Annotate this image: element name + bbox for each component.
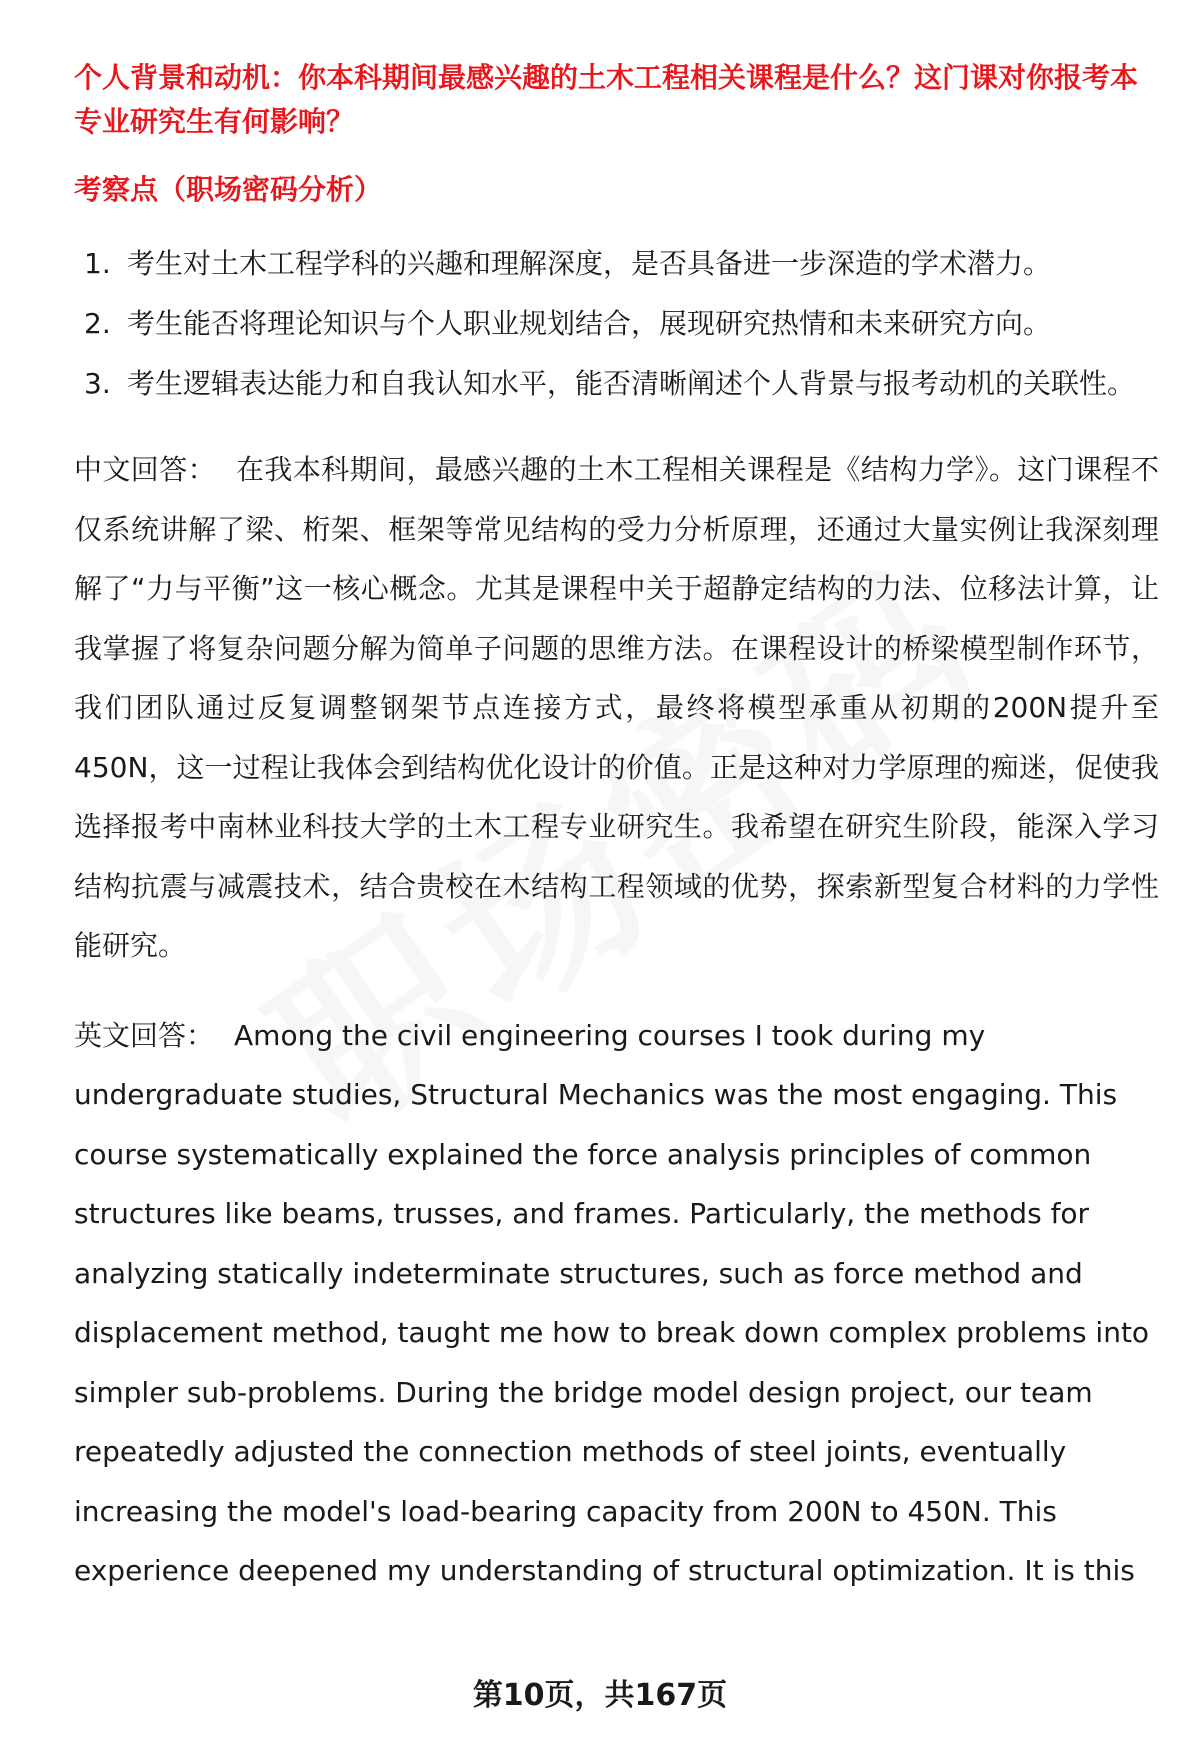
page-number-footer: 第10页，共167页 <box>472 1678 728 1713</box>
point-text: 考生逻辑表达能力和自我认知水平，能否清晰阐述个人背景与报考动机的关联性。 <box>127 367 1136 400</box>
point-text: 考生能否将理论知识与个人职业规划结合，展现研究热情和未来研究方向。 <box>127 307 1052 340</box>
chinese-answer-label: 中文回答： <box>74 453 217 486</box>
point-number: 2. <box>84 307 111 340</box>
page-content <box>74 56 1159 1601</box>
assessment-point <box>74 354 1159 414</box>
english-answer-label: 英文回答： <box>74 1018 215 1052</box>
assessment-points-list <box>74 234 1159 414</box>
point-number: 1. <box>84 247 111 280</box>
english-answer-text: Among the civil engineering courses I took during my undergraduate studies, Structural Mechanics was the most engaging. This course systematically explained the force analysis principles of common structures like beams, trusses, and frames. Particularly, the methods for analyzing statically indeterminate structures, such as force method and displacement method, taught me how to break down complex problems into simpler sub-problems. During the bridge model design project, our team repeatedly adjusted the connection methods of steel joints, eventually increasing the model's load-bearing capacity from 200N to 450N. This experience deepened my understanding of structural optimization. It is this <box>74 1018 1150 1587</box>
chinese-answer-paragraph <box>74 440 1159 976</box>
assessment-point <box>74 294 1159 354</box>
question-heading: 个人背景和动机：你本科期间最感兴趣的土木工程相关课程是什么？这门课对你报考本专业研究生有何影响？ <box>74 61 1139 138</box>
point-number: 3. <box>84 367 111 400</box>
point-text: 考生对土木工程学科的兴趣和理解深度，是否具备进一步深造的学术潜力。 <box>127 247 1052 280</box>
chinese-answer-text: 在我本科期间，最感兴趣的土木工程相关课程是《结构力学》。这门课程不仅系统讲解了梁、桁架、框架等常见结构的受力分析原理，还通过大量实例让我深刻理解了“力与平衡”这一核心概念。尤其是课程中关于超静定结构的力法、位移法计算，让我掌握了将复杂问题分解为简单子问题的思维方法。在课程设计的桥梁模型制作环节，我们团队通过反复调整钢架节点连接方式，最终将模型承重从初期的200N提升至450N，这一过程让我体会到结构优化设计的价值。正是这种对力学原理的痴迷，促使我选择报考中南林业科技大学的土木工程专业研究生。我希望在研究生阶段，能深入学习结构抗震与减震技术，结合贵校在木结构工程领域的优势，探索新型复合材料的力学性能研究。 <box>74 453 1159 962</box>
assessment-title: 考察点（职场密码分析） <box>74 173 383 206</box>
english-answer-paragraph <box>74 1006 1159 1601</box>
assessment-point <box>74 234 1159 294</box>
